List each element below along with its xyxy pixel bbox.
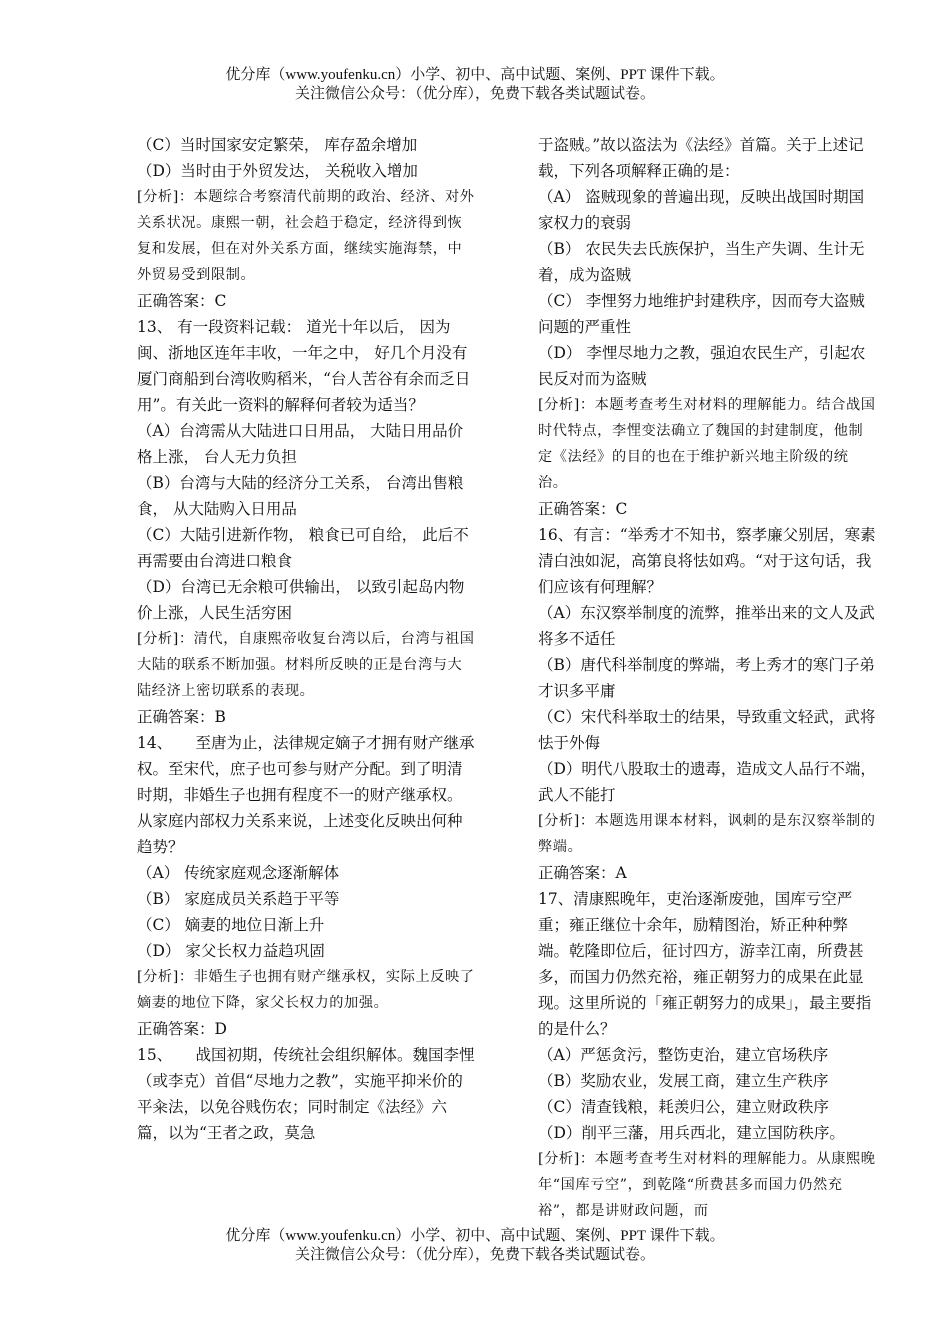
left-column [137,132,477,1146]
option-line: （A）严惩贪污，整饬吏治，建立官场秩序 [538,1046,829,1064]
analysis-paragraph: [分析]：本题考查考生对材料的理解能力。结合战国时代特点，李悝变法确立了魏国的封建制度，他制定《法经》的目的也在于维护新兴地主阶级的统治。 [538,397,876,491]
option-line: （C）大陆引进新作物， 粮食已可自给， 此后不再需要由台湾进口粮食 [137,526,469,570]
page-header [0,66,950,104]
answer-line: 正确答案：D [137,1020,227,1038]
question-paragraph: 14、 至唐为止，法律规定嫡子才拥有财产继承权。至宋代，庶子也可参与财产分配。到了明清时期，非婚生子也拥有程度不一的财产继承权。从家庭内部权力关系来说，上述变化反映出何种趋势？ [137,734,475,856]
option-line: （B）奖励农业，发展工商，建立生产秩序 [538,1072,829,1090]
option-line: （C）宋代科举取士的结果，导致重文轻武，武将怯于外侮 [538,708,876,752]
option-line: （D）台湾已无余粮可供输出， 以致引起岛内物价上涨，人民生活穷困 [137,578,465,622]
header-line-1: 优分库（www.youfenku.cn）小学、初中、高中试题、案例、PPT 课件下载。 [225,67,725,83]
option-line: （A） 传统家庭观念逐渐解体 [137,864,340,882]
option-line: （B） 农民失去氏族保护，当生产失调、生计无着，成为盗贼 [538,240,865,284]
answer-line: 正确答案：C [137,292,227,310]
option-line: （C） 李悝努力地维护封建秩序，因而夸大盗贼问题的严重性 [538,292,865,336]
option-line: （C）清查钱粮，耗羡归公，建立财政秩序 [538,1098,829,1116]
answer-line: 正确答案：A [538,864,627,882]
option-line: （B）台湾与大陆的经济分工关系， 台湾出售粮食， 从大陆购入日用品 [137,474,464,518]
footer-line-2: 关注微信公众号：（优分库），免费下载各类试题试卷。 [294,1247,655,1263]
option-line: （B）唐代科举制度的弊端，考上秀才的寒门子弟才识多平庸 [538,656,875,700]
question-paragraph: 于盗贼。”故以盗法为《法经》首篇。关于上述记载，下列各项解释正确的是： [538,136,864,180]
question-paragraph: 15、 战国初期，传统社会组织解体。魏国李悝（或李克）首倡“尽地力之教”，实施平抑米价的平籴法，以免谷贱伤农；同时制定《法经》六篇，以为“王者之政，莫急 [137,1046,475,1142]
page-footer [0,1227,950,1265]
question-paragraph: 13、 有一段资料记载： 道光十年以后， 因为闽、浙地区连年丰收，一年之中， 好几个月没有厦门商船到台湾收购稻米，“台人苦谷有余而乏日用”。有关此一资料的解释何者较为适当？ [137,318,471,414]
option-line: （D）明代八股取士的遗毒，造成文人品行不端，武人不能打 [538,760,876,804]
analysis-paragraph: [分析]：本题综合考察清代前期的政治、经济、对外关系状况。康熙一朝，社会趋于稳定，经济得到恢复和发展，但在对外关系方面，继续实施海禁，中外贸易受到限制。 [137,189,475,283]
question-paragraph: 16、有言：“举秀才不知书，察孝廉父别居，寒素清白浊如泥，高第良将怯如鸡。“对于这句话，我们应该有何理解？ [538,526,876,596]
option-line: （A） 盗贼现象的普遍出现，反映出战国时期国家权力的衰弱 [538,188,865,232]
option-line: （A）台湾需从大陆进口日用品， 大陆日用品价格上涨， 台人无力负担 [137,422,464,466]
analysis-paragraph: [分析]：本题选用课本材料，讽刺的是东汉察举制的弊端。 [538,813,876,855]
answer-line: 正确答案：C [538,500,628,518]
header-line-2: 关注微信公众号：（优分库），免费下载各类试题试卷。 [294,86,655,102]
question-paragraph: 17、清康熙晚年，吏治逐渐废弛，国库亏空严重；雍正继位十余年，励精图治，矫正种种弊端。乾隆即位后，征讨四方，游幸江南，所费甚多，而国力仍然充裕，雍正朝努力的成果在此显现。这里所说的「雍正朝努力的成果」，最主要指的是什么？ [538,890,872,1038]
option-line: （D） 家父长权力益趋巩固 [137,942,325,960]
option-line: （C）当时国家安定繁荣， 库存盈余增加 [137,136,418,154]
analysis-paragraph: [分析]：非婚生子也拥有财产继承权，实际上反映了嫡妻的地位下降，家父长权力的加强。 [137,969,475,1011]
analysis-paragraph: [分析]：清代，自康熙帝收复台湾以后，台湾与祖国大陆的联系不断加强。材料所反映的正是台湾与大陆经济上密切联系的表现。 [137,631,475,699]
analysis-paragraph: [分析]：本题考查考生对材料的理解能力。从康熙晚年“国库亏空”，到乾隆“所费甚多而国力仍然充裕”，都是讲财政问题，而 [538,1151,876,1219]
footer-line-1: 优分库（www.youfenku.cn）小学、初中、高中试题、案例、PPT 课件下载。 [225,1228,725,1244]
option-line: （B） 家庭成员关系趋于平等 [137,890,340,908]
right-column [538,132,878,1224]
answer-line: 正确答案：B [137,708,226,726]
option-line: （D） 李悝尽地力之教，强迫农民生产，引起农民反对而为盗贼 [538,344,866,388]
option-line: （A）东汉察举制度的流弊，推举出来的文人及武将多不适任 [538,604,875,648]
option-line: （C） 嫡妻的地位日渐上升 [137,916,325,934]
option-line: （D）当时由于外贸发达， 关税收入增加 [137,162,418,180]
option-line: （D）削平三藩，用兵西北，建立国防秩序。 [538,1124,845,1142]
